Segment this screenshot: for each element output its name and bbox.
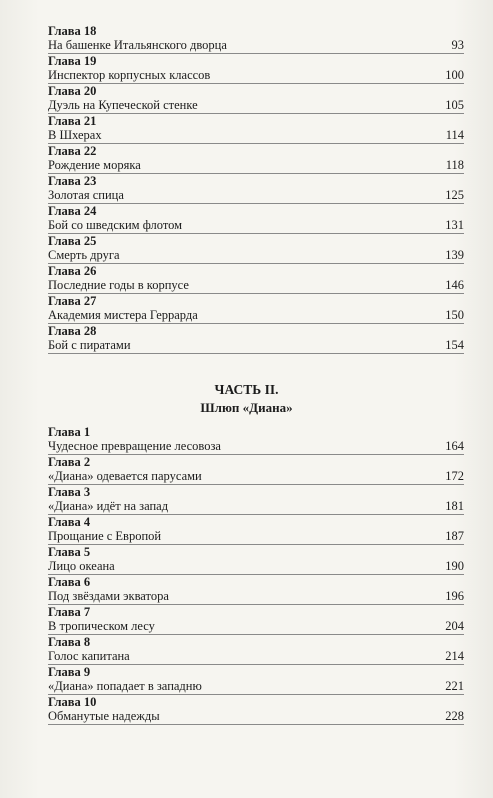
chapter-number: Глава 20 — [48, 84, 97, 98]
chapter-number: Глава 3 — [48, 485, 91, 499]
toc-entry — [48, 455, 464, 485]
chapter-number: Глава 6 — [48, 575, 91, 589]
toc-entry — [48, 605, 464, 635]
page-number: 114 — [445, 128, 464, 142]
chapter-title: Последние годы в корпусе — [48, 278, 189, 292]
chapter-number: Глава 4 — [48, 515, 91, 529]
page-number: 154 — [445, 338, 464, 352]
toc-entry — [48, 24, 464, 54]
chapter-title: Бой со шведским флотом — [48, 218, 183, 232]
chapter-number: Глава 25 — [48, 234, 97, 248]
page-number: 93 — [451, 38, 464, 52]
page-number: 204 — [445, 619, 464, 633]
chapter-number: Глава 10 — [48, 695, 97, 709]
chapter-number: Глава 7 — [48, 605, 91, 619]
chapter-number: Глава 23 — [48, 174, 97, 188]
chapter-row — [48, 649, 464, 665]
toc-entry — [48, 575, 464, 605]
page-number: 100 — [445, 68, 464, 82]
toc-entry — [48, 144, 464, 174]
chapter-row — [48, 338, 464, 354]
chapter-number: Глава 21 — [48, 114, 97, 128]
page-number: 125 — [445, 188, 464, 202]
page-number: 172 — [445, 469, 464, 483]
chapter-title: В тропическом лесу — [48, 619, 155, 633]
chapter-title: Академия мистера Геррарда — [48, 308, 198, 322]
chapter-title: Дуэль на Купеческой стенке — [48, 98, 198, 112]
chapter-title: Лицо океана — [48, 559, 115, 573]
toc-entry — [48, 695, 464, 725]
page-number: 190 — [445, 559, 464, 573]
chapter-title: На башенке Итальянского дворца — [48, 38, 227, 52]
chapter-number: Глава 28 — [48, 324, 97, 338]
chapter-number: Глава 27 — [48, 294, 97, 308]
page-number: 150 — [445, 308, 464, 322]
page-number: 146 — [445, 278, 464, 292]
toc-entry — [48, 294, 464, 324]
chapter-number: Глава 22 — [48, 144, 97, 158]
page-number: 131 — [445, 218, 464, 232]
toc-part-2 — [48, 425, 464, 725]
toc-entry — [48, 54, 464, 84]
chapter-row — [48, 68, 464, 84]
chapter-row — [48, 709, 464, 725]
toc-entry — [48, 635, 464, 665]
chapter-number: Глава 8 — [48, 635, 91, 649]
toc-entry — [48, 545, 464, 575]
chapter-title: В Шхерах — [48, 128, 102, 142]
chapter-title: Под звёздами экватора — [48, 589, 169, 603]
toc-entry — [48, 114, 464, 144]
chapter-row — [48, 98, 464, 114]
chapter-title: Рождение моряка — [48, 158, 141, 172]
chapter-row — [48, 589, 464, 605]
chapter-row — [48, 158, 464, 174]
toc-entry — [48, 665, 464, 695]
chapter-title: Золотая спица — [48, 188, 124, 202]
toc-entry — [48, 264, 464, 294]
page-number: 228 — [445, 709, 464, 723]
part-subtitle: Шлюп «Диана» — [200, 400, 293, 415]
page-number: 181 — [445, 499, 464, 513]
chapter-row — [48, 308, 464, 324]
chapter-number: Глава 24 — [48, 204, 97, 218]
chapter-number: Глава 26 — [48, 264, 97, 278]
toc-entry — [48, 84, 464, 114]
page-number: 214 — [445, 649, 464, 663]
toc-entry — [48, 425, 464, 455]
toc-entry — [48, 204, 464, 234]
chapter-row — [48, 38, 464, 54]
chapter-title: Бой с пиратами — [48, 338, 131, 352]
chapter-title: Прощание с Европой — [48, 529, 162, 543]
chapter-number: Глава 1 — [48, 425, 91, 439]
page-number: 164 — [445, 439, 464, 453]
toc-entry — [48, 174, 464, 204]
part-title: ЧАСТЬ II. — [214, 382, 279, 397]
chapter-title: Смерть друга — [48, 248, 120, 262]
chapter-number: Глава 2 — [48, 455, 91, 469]
page-number: 187 — [445, 529, 464, 543]
chapter-row — [48, 439, 464, 455]
page-number: 139 — [445, 248, 464, 262]
chapter-row — [48, 529, 464, 545]
chapter-row — [48, 469, 464, 485]
chapter-row — [48, 499, 464, 515]
chapter-title: Инспектор корпусных классов — [48, 68, 211, 82]
chapter-title: Чудесное превращение лесовоза — [48, 439, 221, 453]
toc-part-1 — [48, 24, 464, 354]
chapter-number: Глава 18 — [48, 24, 97, 38]
chapter-row — [48, 128, 464, 144]
chapter-title: «Диана» идёт на запад — [48, 499, 169, 513]
chapter-row — [48, 218, 464, 234]
chapter-row — [48, 679, 464, 695]
page-number: 196 — [445, 589, 464, 603]
chapter-title: «Диана» попадает в западню — [48, 679, 202, 693]
toc-entry — [48, 485, 464, 515]
chapter-title: Голос капитана — [48, 649, 130, 663]
chapter-title: «Диана» одевается парусами — [48, 469, 202, 483]
page-number: 221 — [445, 679, 464, 693]
chapter-number: Глава 9 — [48, 665, 91, 679]
chapter-row — [48, 248, 464, 264]
toc-entry — [48, 234, 464, 264]
chapter-number: Глава 19 — [48, 54, 97, 68]
chapter-row — [48, 619, 464, 635]
toc-entry — [48, 515, 464, 545]
chapter-row — [48, 188, 464, 204]
toc-entry — [48, 324, 464, 354]
chapter-title: Обманутые надежды — [48, 709, 160, 723]
chapter-number: Глава 5 — [48, 545, 91, 559]
page-number: 105 — [445, 98, 464, 112]
page-number: 118 — [445, 158, 464, 172]
chapter-row — [48, 559, 464, 575]
chapter-row — [48, 278, 464, 294]
